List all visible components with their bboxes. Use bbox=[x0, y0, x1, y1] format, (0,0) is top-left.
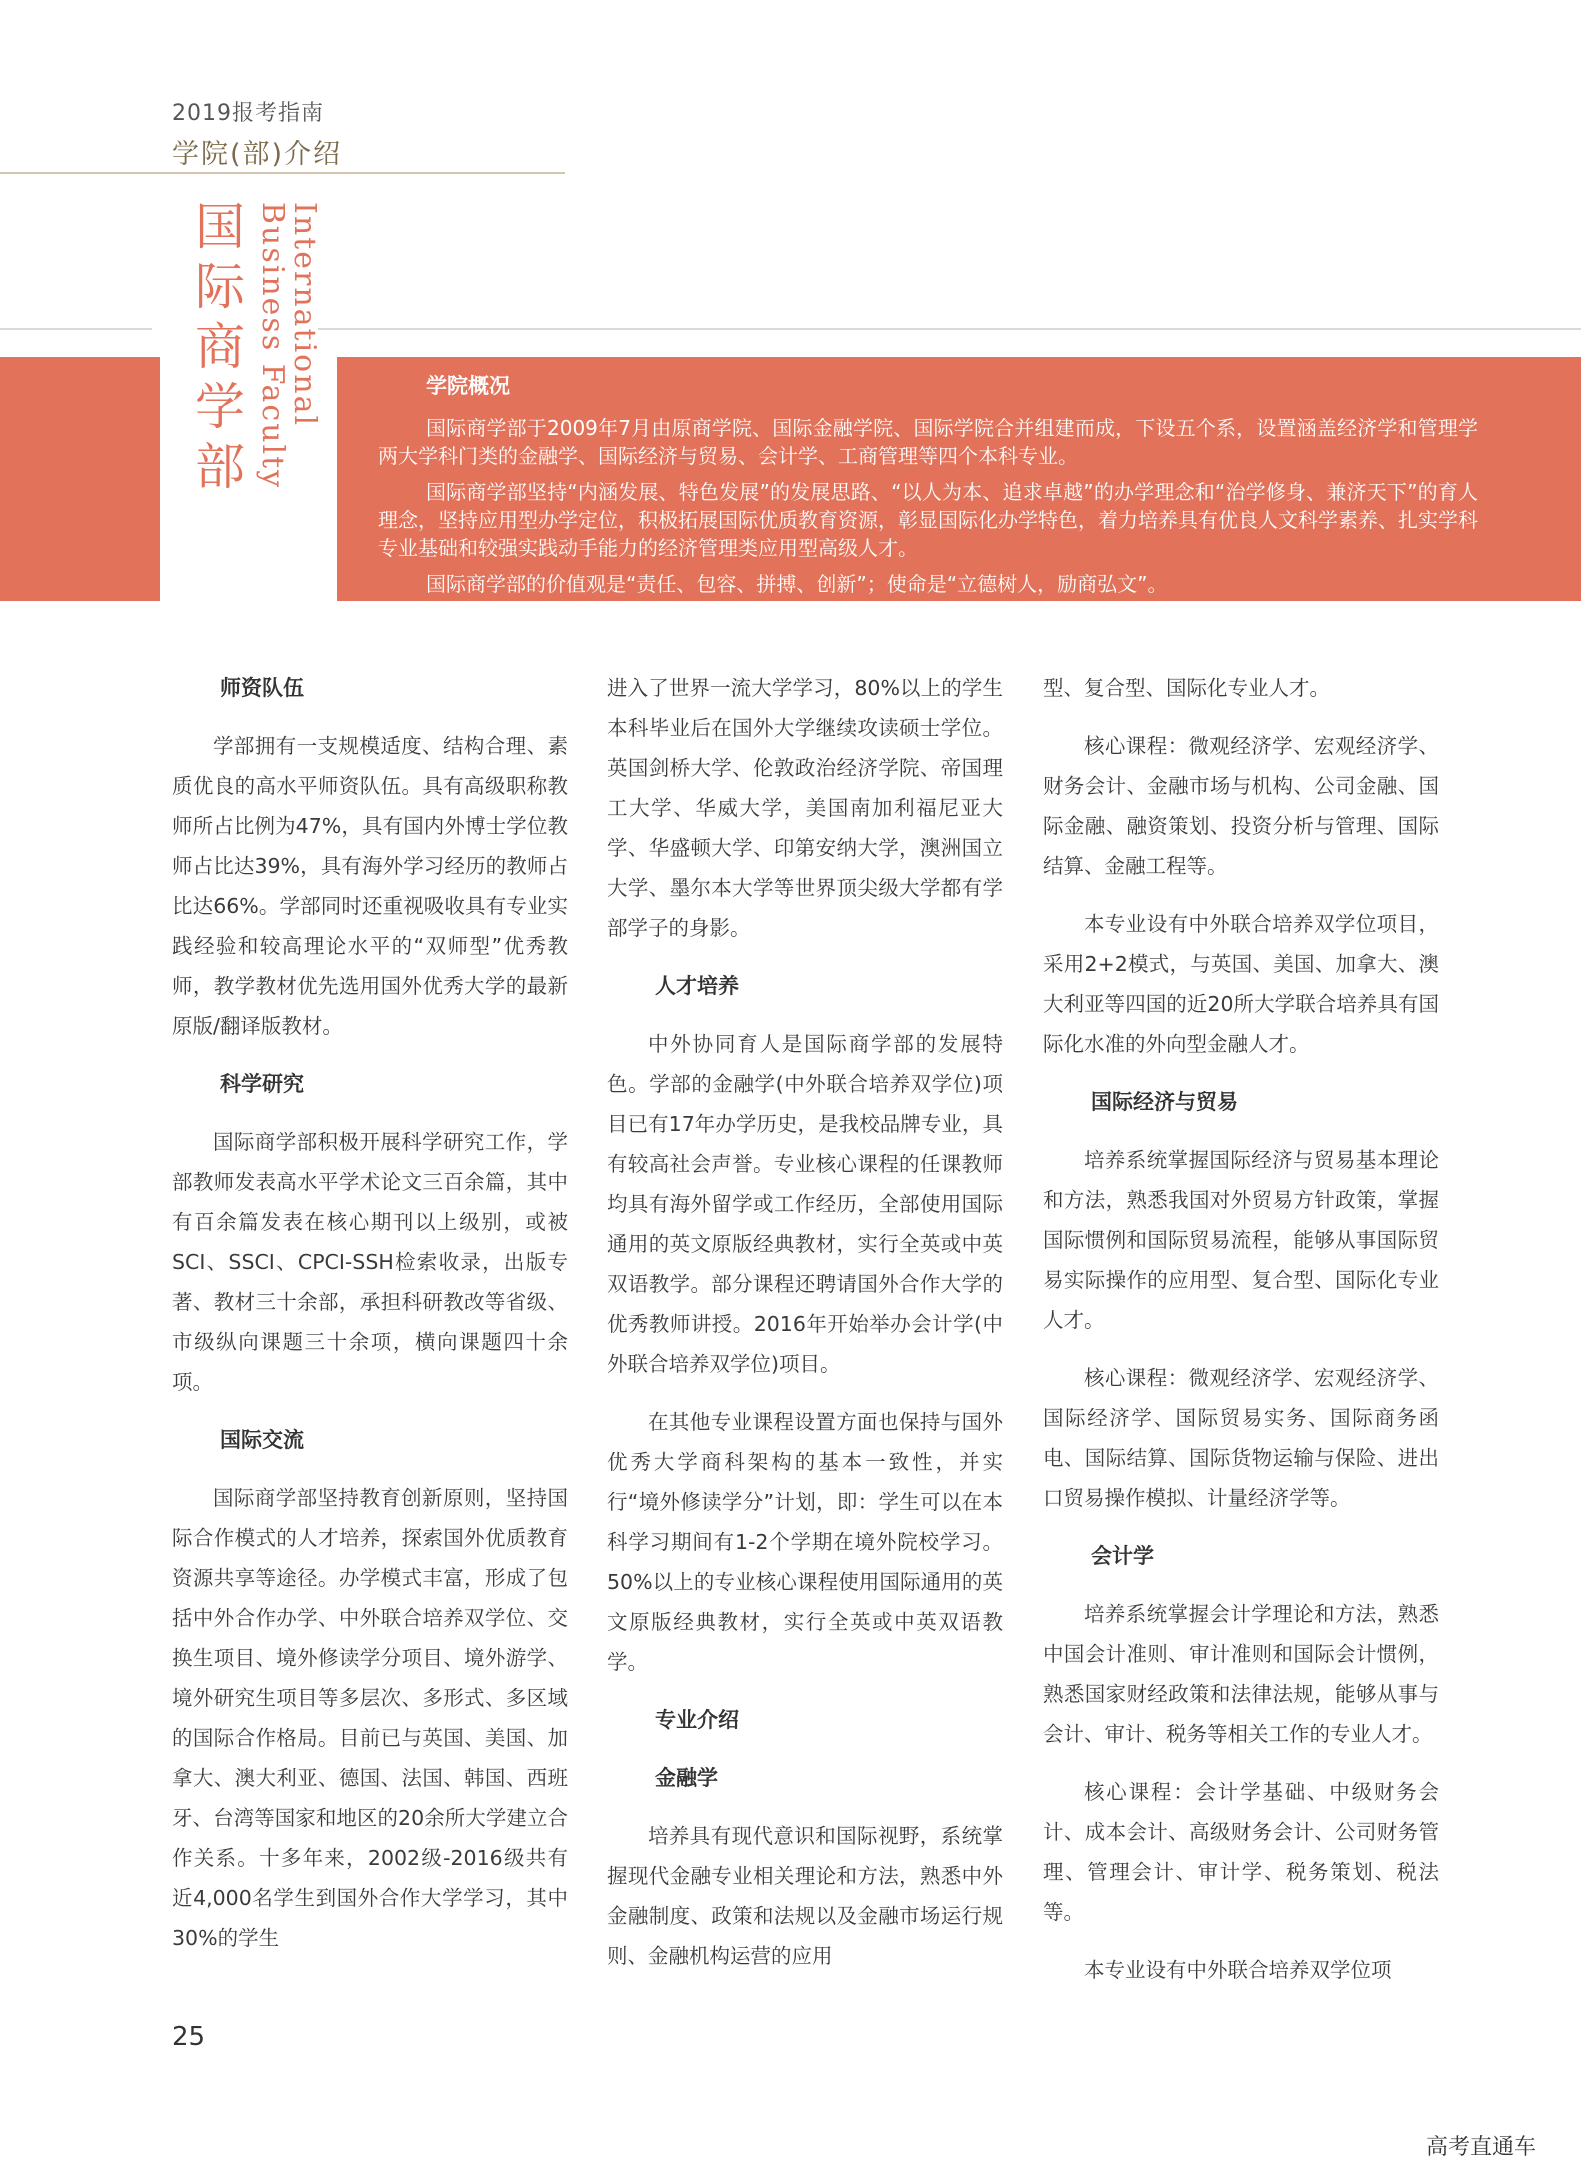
text-column-2 bbox=[607, 668, 1003, 1994]
heading-faculty: 师资队伍 bbox=[220, 676, 304, 700]
paragraph-trade: 培养系统掌握国际经济与贸易基本理论和方法，熟悉我国对外贸易方针政策，掌握国际惯例和国际贸易流程，能够从事国际贸易实际操作的应用型、复合型、国际化专业人才。 bbox=[1043, 1148, 1439, 1332]
overview-heading: 学院概况 bbox=[426, 374, 510, 398]
paragraph-exchange-cont: 进入了世界一流大学学习，80%以上的学生本科毕业后在国外大学继续攻读硕士学位。英国剑桥大学、伦敦政治经济学院、帝国理工大学、华威大学，美国南加利福尼亚大学、华盛顿大学、印第安纳大学，澳洲国立大学、墨尔本大学等世界顶尖级大学都有学部学子的身影。 bbox=[607, 676, 1003, 940]
header-rule bbox=[0, 172, 565, 174]
overview-section bbox=[378, 372, 1478, 606]
heading-exchange: 国际交流 bbox=[220, 1428, 304, 1452]
faculty-title-en-line2: Business Faculty bbox=[255, 202, 290, 490]
paragraph-talent-2: 在其他专业课程设置方面也保持与国外优秀大学商科架构的基本一致性，并实行“境外修读学分”计划，即：学生可以在本科学习期间有1-2个学期在境外院校学习。50%以上的专业核心课程使用国际通用的英文原版经典教材，实行全英或中英双语教学。 bbox=[607, 1410, 1003, 1674]
overview-paragraph-3: 国际商学部的价值观是“责任、包容、拼搏、创新”；使命是“立德树人，励商弘文”。 bbox=[426, 572, 1168, 596]
paragraph-research: 国际商学部积极开展科学研究工作，学部教师发表高水平学术论文三百余篇，其中有百余篇发表在核心期刊以上级别，或被SCI、SSCI、CPCI-SSH检索收录，出版专著、教材三十余部，承担科研教改等省级、市级纵向课题三十余项，横向课题四十余项。 bbox=[172, 1130, 568, 1394]
section-label: 学院(部)介绍 bbox=[172, 139, 343, 170]
heading-research: 科学研究 bbox=[220, 1072, 304, 1096]
paragraph-talent-1: 中外协同育人是国际商学部的发展特色。学部的金融学(中外联合培养双学位)项目已有17年办学历史，是我校品牌专业，具有较高社会声誉。专业核心课程的任课教师均具有海外留学或工作经历，全部使用国际通用的英文原版经典教材，实行全英或中英双语教学。部分课程还聘请国外合作大学的优秀教师讲授。2016年开始举办会计学(中外联合培养双学位)项目。 bbox=[607, 1032, 1003, 1376]
guide-label: 2019报考指南 bbox=[172, 101, 324, 126]
text-column-3 bbox=[1043, 668, 1439, 2008]
paragraph-accounting-joint: 本专业设有中外联合培养双学位项 bbox=[1084, 1958, 1392, 1982]
divider-right bbox=[318, 328, 1581, 330]
paragraph-finance-cont: 型、复合型、国际化专业人才。 bbox=[1043, 676, 1330, 700]
divider-left bbox=[0, 328, 152, 330]
paragraph-finance-joint: 本专业设有中外联合培养双学位项目，采用2+2模式，与英国、美国、加拿大、澳大利亚等四国的近20所大学联合培养具有国际化水准的外向型金融人才。 bbox=[1043, 912, 1439, 1056]
faculty-title-en-line1: International bbox=[287, 202, 322, 428]
overview-paragraph-2: 国际商学部坚持“内涵发展、特色发展”的发展思路、“以人为本、追求卓越”的办学理念和“治学修身、兼济天下”的育人理念，坚持应用型办学定位，积极拓展国际优质教育资源，彰显国际化办学特色，着力培养具有优良人文科学素养、扎实学科专业基础和较强实践动手能力的经济管理类应用型高级人才。 bbox=[378, 480, 1478, 560]
page-number: 25 bbox=[172, 2022, 206, 2052]
paragraph-finance-courses: 核心课程：微观经济学、宏观经济学、财务会计、金融市场与机构、公司金融、国际金融、融资策划、投资分析与管理、国际结算、金融工程等。 bbox=[1043, 734, 1439, 878]
overview-paragraph-1: 国际商学部于2009年7月由原商学院、国际金融学院、国际学院合并组建而成，下设五个系，设置涵盖经济学和管理学两大学科门类的金融学、国际经济与贸易、会计学、工商管理等四个本科专业。 bbox=[378, 416, 1478, 468]
watermark-text: 高考直通车 bbox=[1426, 2135, 1537, 2160]
paragraph-finance: 培养具有现代意识和国际视野，系统掌握现代金融专业相关理论和方法，熟悉中外金融制度、政策和法规以及金融市场运行规则、金融机构运营的应用 bbox=[607, 1824, 1003, 1968]
paragraph-exchange: 国际商学部坚持教育创新原则，坚持国际合作模式的人才培养，探索国外优质教育资源共享等途径。办学模式丰富，形成了包括中外合作办学、中外联合培养双学位、交换生项目、境外修读学分项目、境外游学、境外研究生项目等多层次、多形式、多区域的国际合作格局。目前已与英国、美国、加拿大、澳大利亚、德国、法国、韩国、西班牙、台湾等国家和地区的20余所大学建立合作关系。十多年来，2002级-2016级共有近4,000名学生到国外合作大学学习，其中30%的学生 bbox=[172, 1486, 568, 1950]
paragraph-trade-courses: 核心课程：微观经济学、宏观经济学、国际经济学、国际贸易实务、国际商务函电、国际结算、国际货物运输与保险、进出口贸易操作模拟、计量经济学等。 bbox=[1043, 1366, 1439, 1510]
paragraph-faculty: 学部拥有一支规模适度、结构合理、素质优良的高水平师资队伍。具有高级职称教师所占比例为47%，具有国内外博士学位教师占比达39%，具有海外学习经历的教师占比达66%。学部同时还重视吸收具有专业实践经验和较高理论水平的“双师型”优秀教师，教学教材优先选用国外优秀大学的最新原版/翻译版教材。 bbox=[172, 734, 568, 1038]
heading-majors: 专业介绍 bbox=[655, 1708, 739, 1732]
heading-trade: 国际经济与贸易 bbox=[1091, 1090, 1238, 1114]
heading-finance: 金融学 bbox=[655, 1766, 718, 1790]
paragraph-accounting: 培养系统掌握会计学理论和方法，熟悉中国会计准则、审计准则和国际会计惯例，熟悉国家财经政策和法律法规，能够从事与会计、审计、税务等相关工作的专业人才。 bbox=[1043, 1602, 1439, 1746]
faculty-title-en bbox=[256, 202, 320, 489]
heading-accounting: 会计学 bbox=[1091, 1544, 1154, 1568]
faculty-title-cn: 国际商学部 bbox=[187, 200, 245, 500]
paragraph-accounting-courses: 核心课程：会计学基础、中级财务会计、成本会计、高级财务会计、公司财务管理、管理会计、审计学、税务策划、税法等。 bbox=[1043, 1780, 1439, 1924]
accent-band-left bbox=[0, 357, 160, 601]
heading-talent: 人才培养 bbox=[655, 974, 739, 998]
text-column-1 bbox=[172, 668, 568, 1976]
